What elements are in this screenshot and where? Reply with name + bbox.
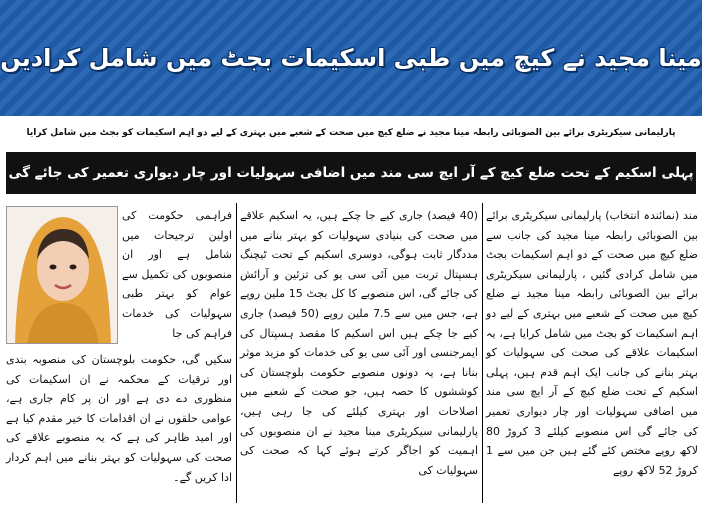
column-text: فراہمی حکومت کی اولین ترجیحات میں شامل ہے اور ان منصوبوں کی تکمیل سے عوام کو بہتر طبی سہولیات کی خدمات فراہم کی جا <box>122 209 232 340</box>
subheadline: پارلیمانی سیکریٹری برائے بین الصوبائی رابطہ مینا مجید نے ضلع کیچ میں صحت کے شعبے میں بہتری کے لیے دو اہم اسکیمات کو بجٹ میں شامل کرایا <box>26 128 676 138</box>
headline-text: مینا مجید نے کیچ میں طبی اسکیمات بجٹ میں شامل کرادیں <box>0 44 702 72</box>
band-headline: پہلی اسکیم کے تحت ضلع کیچ کے آر ایچ سی مند میں اضافی سہولیات اور چار دیواری تعمیر کی جائے گی <box>6 152 696 194</box>
column-text: سکیں گی، حکومت بلوچستان کی منصوبہ بندی اور ترقیات کے محکمہ نے ان اسکیمات کی منظوری دے دی ہے اور ان پر کام جاری ہے، عوامی حلقوں نے ان اقدامات کا خیر مقدم کیا ہے اور امید ظاہر کی ہے کہ یہ منصوبے علاقے کی صحت کی سہولیات کو بہتر بنانے میں اہم کردار ادا کریں گے۔ <box>6 353 232 484</box>
article-column-middle <box>240 206 478 504</box>
headline-banner <box>0 0 702 116</box>
article-column-right <box>486 206 698 504</box>
article-column-left-top <box>122 206 232 346</box>
column-divider-right <box>482 203 483 503</box>
column-text: مند (نمائندہ انتخاب) پارلیمانی سیکریٹری برائے بین الصوبائی رابطہ مینا مجید کی جانب سے ضلع کیچ میں صحت کے دو اہم اسکیمات بجٹ میں شامل کرادی گئیں ، پارلیمانی سیکریٹری برائے بین الصوبائی رابطہ مینا مجید نے ضلع کیچ میں صحت کے شعبے میں بہتری کے لیے دو اہم اسکیمات کو بجٹ میں شامل کرایا ہے، یہ اسکیمات علاقے کی صحت کی سہولیات کو بہتر بنانے کی جانب ایک اہم قدم ہیں، پہلی اسکیم کے تحت ضلع کیچ کے آر ایچ سی مند میں اضافی سہولیات اور چار دیواری تعمیر کی جائے گی اس منصوبے کیلئے 3 کروڑ 80 لاکھ روپے مختص کئے گئے ہیں جن میں سے 1 کروڑ 52 لاکھ روپے <box>486 209 698 477</box>
portrait-photo <box>6 206 118 344</box>
column-text: (40 فیصد) جاری کیے جا چکے ہیں، یہ اسکیم علاقے میں صحت کی بنیادی سہولیات کو بہتر بنانے میں مددگار ثابت ہوگی، دوسری اسکیم کے تحت ٹیچنگ ہسپتال تربت میں آئی سی یو کی تزئین و آرائش کی جائے گی، اس منصوبے کا کل بجٹ 15 ملین روپے ہے، جس میں سے 7.5 ملین روپے (50 فیصد) جاری کیے جا چکے ہیں اس اسکیم کا مقصد ہسپتال کی ایمرجنسی اور آئی سی یو کی خدمات کو مزید موثر بنانا ہے، یہ دونوں منصوبے حکومت بلوچستان کی کوششوں کا حصہ ہیں، جو صحت کے شعبے میں اصلاحات اور بہتری کیلئے کی جا رہی ہیں، پارلیمانی سیکریٹری مینا مجید نے ان منصوبوں کی اہمیت کو اجاگر کرتے ہوئے کہا کہ صحت کی سہولیات کی <box>240 209 478 477</box>
column-divider-left <box>236 203 237 503</box>
portrait-illustration <box>7 207 118 344</box>
article-column-left-bottom <box>6 350 232 504</box>
